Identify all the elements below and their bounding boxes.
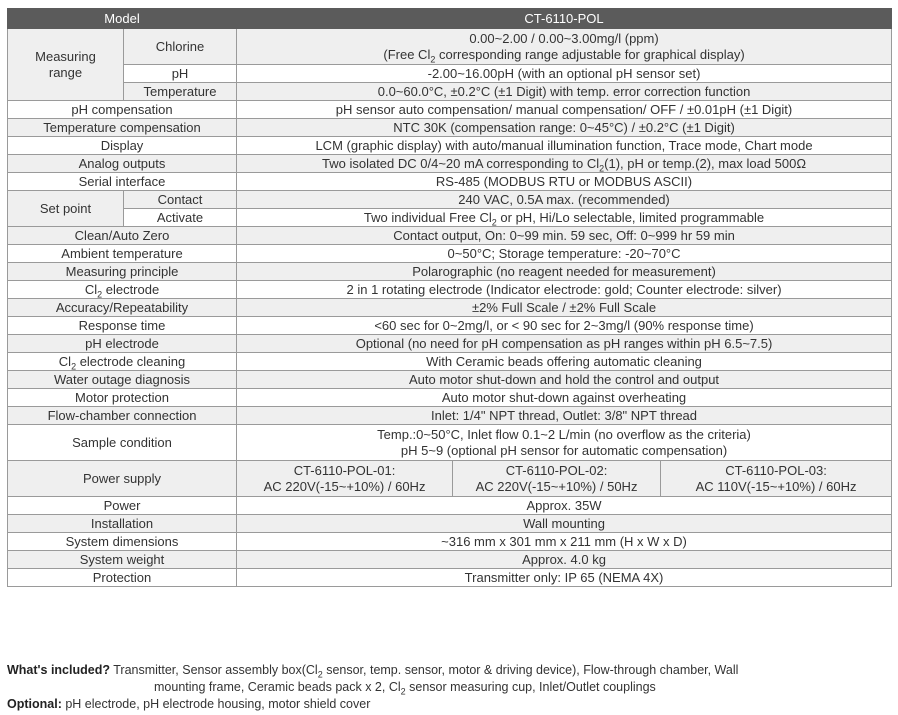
set-point-activate-value [237, 209, 892, 227]
motor-protection-value: Auto motor shut-down against overheating [237, 389, 892, 407]
table-header-row [8, 9, 892, 29]
ph-electrode-value: Optional (no need for pH compensation as pH ranges within pH 6.5~7.5) [237, 335, 892, 353]
power-supply-option-2-spec: AC 220V(-15~+10%) / 50Hz [475, 478, 638, 494]
analog-outputs-value [237, 155, 892, 173]
activate-subscript: 2 [491, 217, 497, 227]
table-row [8, 461, 892, 497]
cl2-electrode-label [8, 281, 237, 299]
power-supply-option-1 [237, 461, 453, 497]
whats-included-label: What's included? [7, 663, 110, 677]
table-row [8, 29, 892, 65]
motor-protection-label: Motor protection [8, 389, 237, 407]
chlorine-value-line1: 0.00~2.00 / 0.00~3.00mg/l (ppm) [469, 30, 659, 46]
table-row [8, 83, 892, 101]
sample-condition-line1: Temp.:0~50°C, Inlet flow 0.1~2 L/min (no overflow as the criteria) [377, 426, 751, 442]
analog-value-pre: Two isolated DC 0/4~20 mA corresponding to Cl [322, 155, 600, 171]
measuring-principle-label: Measuring principle [8, 263, 237, 281]
chlorine-label: Chlorine [124, 29, 237, 65]
table-row [8, 497, 892, 515]
ph-range-value: -2.00~16.00pH (with an optional pH sensor set) [237, 65, 892, 83]
sample-condition-value [237, 425, 892, 461]
installation-label: Installation [8, 515, 237, 533]
accuracy-value: ±2% Full Scale / ±2% Full Scale [237, 299, 892, 317]
cl2-cleaning-subscript: 2 [71, 361, 77, 371]
analog-value-post: (1), pH or temp.(2), max load 500Ω [604, 155, 807, 171]
table-row [8, 65, 892, 83]
ph-electrode-label: pH electrode [8, 335, 237, 353]
set-point-contact-label: Contact [124, 191, 237, 209]
protection-value: Transmitter only: IP 65 (NEMA 4X) [237, 569, 892, 587]
table-row [8, 569, 892, 587]
serial-interface-label: Serial interface [8, 173, 237, 191]
power-label: Power [8, 497, 237, 515]
display-label: Display [8, 137, 237, 155]
ambient-temperature-label: Ambient temperature [8, 245, 237, 263]
table-row [8, 335, 892, 353]
whats-included-subscript-1: 2 [317, 669, 323, 680]
cl2-electrode-label-post: electrode [102, 281, 160, 297]
whats-included-text-pre: Transmitter, Sensor assembly box(Cl [109, 663, 318, 677]
response-time-value: <60 sec for 0~2mg/l, or < 90 sec for 2~3mg/l (90% response time) [237, 317, 892, 335]
sample-condition-line2: pH 5~9 (optional pH sensor for automatic compensation) [400, 442, 728, 458]
cl2-electrode-subscript: 2 [97, 289, 103, 299]
response-time-label: Response time [8, 317, 237, 335]
measuring-range-label-line1: Measuring [35, 48, 96, 64]
display-value: LCM (graphic display) with auto/manual illumination function, Trace mode, Chart mode [237, 137, 892, 155]
whats-included-line2-post: sensor measuring cup, Inlet/Outlet couplings [405, 680, 656, 694]
table-row [8, 155, 892, 173]
accuracy-label: Accuracy/Repeatability [8, 299, 237, 317]
system-weight-value: Approx. 4.0 kg [237, 551, 892, 569]
chlorine-value-line2-post: corresponding range adjustable for graphical display) [435, 46, 745, 62]
flow-chamber-label: Flow-chamber connection [8, 407, 237, 425]
table-row [8, 425, 892, 461]
ph-compensation-value: pH sensor auto compensation/ manual compensation/ OFF / ±0.01pH (±1 Digit) [237, 101, 892, 119]
clean-auto-zero-label: Clean/Auto Zero [8, 227, 237, 245]
power-supply-option-1-model: CT-6110-POL-01: [293, 462, 396, 478]
table-row [8, 263, 892, 281]
chlorine-subscript: 2 [430, 54, 436, 65]
power-supply-label: Power supply [8, 461, 237, 497]
optional-text: pH electrode, pH electrode housing, motor shield cover [61, 697, 371, 711]
system-dimensions-value: ~316 mm x 301 mm x 211 mm (H x W x D) [237, 533, 892, 551]
system-weight-label: System weight [8, 551, 237, 569]
water-outage-value: Auto motor shut-down and hold the control and output [237, 371, 892, 389]
flow-chamber-value: Inlet: 1/4" NPT thread, Outlet: 3/8" NPT thread [237, 407, 892, 425]
table-row [8, 137, 892, 155]
power-supply-option-1-spec: AC 220V(-15~+10%) / 60Hz [263, 478, 426, 494]
temperature-range-label: Temperature [124, 83, 237, 101]
table-row [8, 299, 892, 317]
temperature-compensation-value: NTC 30K (compensation range: 0~45°C) / ±0.2°C (±1 Digit) [237, 119, 892, 137]
table-row [8, 281, 892, 299]
table-row [8, 515, 892, 533]
table-row [8, 317, 892, 335]
whats-included-line2-pre: mounting frame, Ceramic beads pack x 2, Cl [154, 680, 401, 694]
whats-included [7, 662, 891, 679]
sample-condition-label: Sample condition [8, 425, 237, 461]
clean-auto-zero-value: Contact output, On: 0~99 min. 59 sec, Off: 0~999 hr 59 min [237, 227, 892, 245]
set-point-activate-label: Activate [124, 209, 237, 227]
optional-items [7, 696, 891, 713]
power-value: Approx. 35W [237, 497, 892, 515]
measuring-range-label [8, 29, 124, 101]
footer-notes [7, 662, 891, 713]
ph-compensation-label: pH compensation [8, 101, 237, 119]
power-supply-option-2-model: CT-6110-POL-02: [505, 462, 608, 478]
table-row [8, 209, 892, 227]
cl2-electrode-label-pre: Cl [84, 281, 98, 297]
power-supply-option-3-spec: AC 110V(-15~+10%) / 60Hz [695, 478, 857, 494]
table-row [8, 353, 892, 371]
measuring-principle-value: Polarographic (no reagent needed for measurement) [237, 263, 892, 281]
table-row [8, 173, 892, 191]
cl2-cleaning-label-post: electrode cleaning [76, 353, 186, 369]
measuring-range-label-line2: range [48, 64, 83, 80]
cl2-electrode-value: 2 in 1 rotating electrode (Indicator electrode: gold; Counter electrode: silver) [237, 281, 892, 299]
model-value: CT-6110-POL [237, 9, 892, 29]
specification-table [7, 8, 892, 587]
chlorine-value [237, 29, 892, 65]
temperature-range-value: 0.0~60.0°C, ±0.2°C (±1 Digit) with temp. error correction function [237, 83, 892, 101]
cl2-cleaning-label [8, 353, 237, 371]
cl2-cleaning-label-pre: Cl [58, 353, 72, 369]
table-row [8, 119, 892, 137]
analog-subscript: 2 [599, 163, 605, 173]
chlorine-value-line2-pre: (Free Cl [383, 46, 431, 62]
table-row [8, 227, 892, 245]
table-row [8, 407, 892, 425]
activate-value-post: or pH, Hi/Lo selectable, limited programmable [496, 209, 765, 225]
power-supply-option-3 [661, 461, 892, 497]
table-row [8, 533, 892, 551]
set-point-label: Set point [8, 191, 124, 227]
water-outage-label: Water outage diagnosis [8, 371, 237, 389]
table-row [8, 551, 892, 569]
whats-included-subscript-2: 2 [400, 686, 406, 697]
analog-outputs-label: Analog outputs [8, 155, 237, 173]
temperature-compensation-label: Temperature compensation [8, 119, 237, 137]
power-supply-option-2 [453, 461, 661, 497]
ambient-temperature-value: 0~50°C; Storage temperature: -20~70°C [237, 245, 892, 263]
whats-included-text-mid: sensor, temp. sensor, motor & driving device), Flow-through chamber, Wall [322, 663, 739, 677]
optional-label: Optional: [7, 697, 62, 711]
power-supply-option-3-model: CT-6110-POL-03: [725, 462, 827, 478]
system-dimensions-label: System dimensions [8, 533, 237, 551]
installation-value: Wall mounting [237, 515, 892, 533]
whats-included-line2 [7, 679, 891, 696]
protection-label: Protection [8, 569, 237, 587]
activate-value-pre: Two individual Free Cl [363, 209, 492, 225]
serial-interface-value: RS-485 (MODBUS RTU or MODBUS ASCII) [237, 173, 892, 191]
model-label: Model [8, 9, 237, 29]
table-row [8, 389, 892, 407]
table-row [8, 371, 892, 389]
ph-range-label: pH [124, 65, 237, 83]
set-point-contact-value: 240 VAC, 0.5A max. (recommended) [237, 191, 892, 209]
table-row [8, 191, 892, 209]
table-row [8, 101, 892, 119]
cl2-cleaning-value: With Ceramic beads offering automatic cleaning [237, 353, 892, 371]
table-row [8, 245, 892, 263]
